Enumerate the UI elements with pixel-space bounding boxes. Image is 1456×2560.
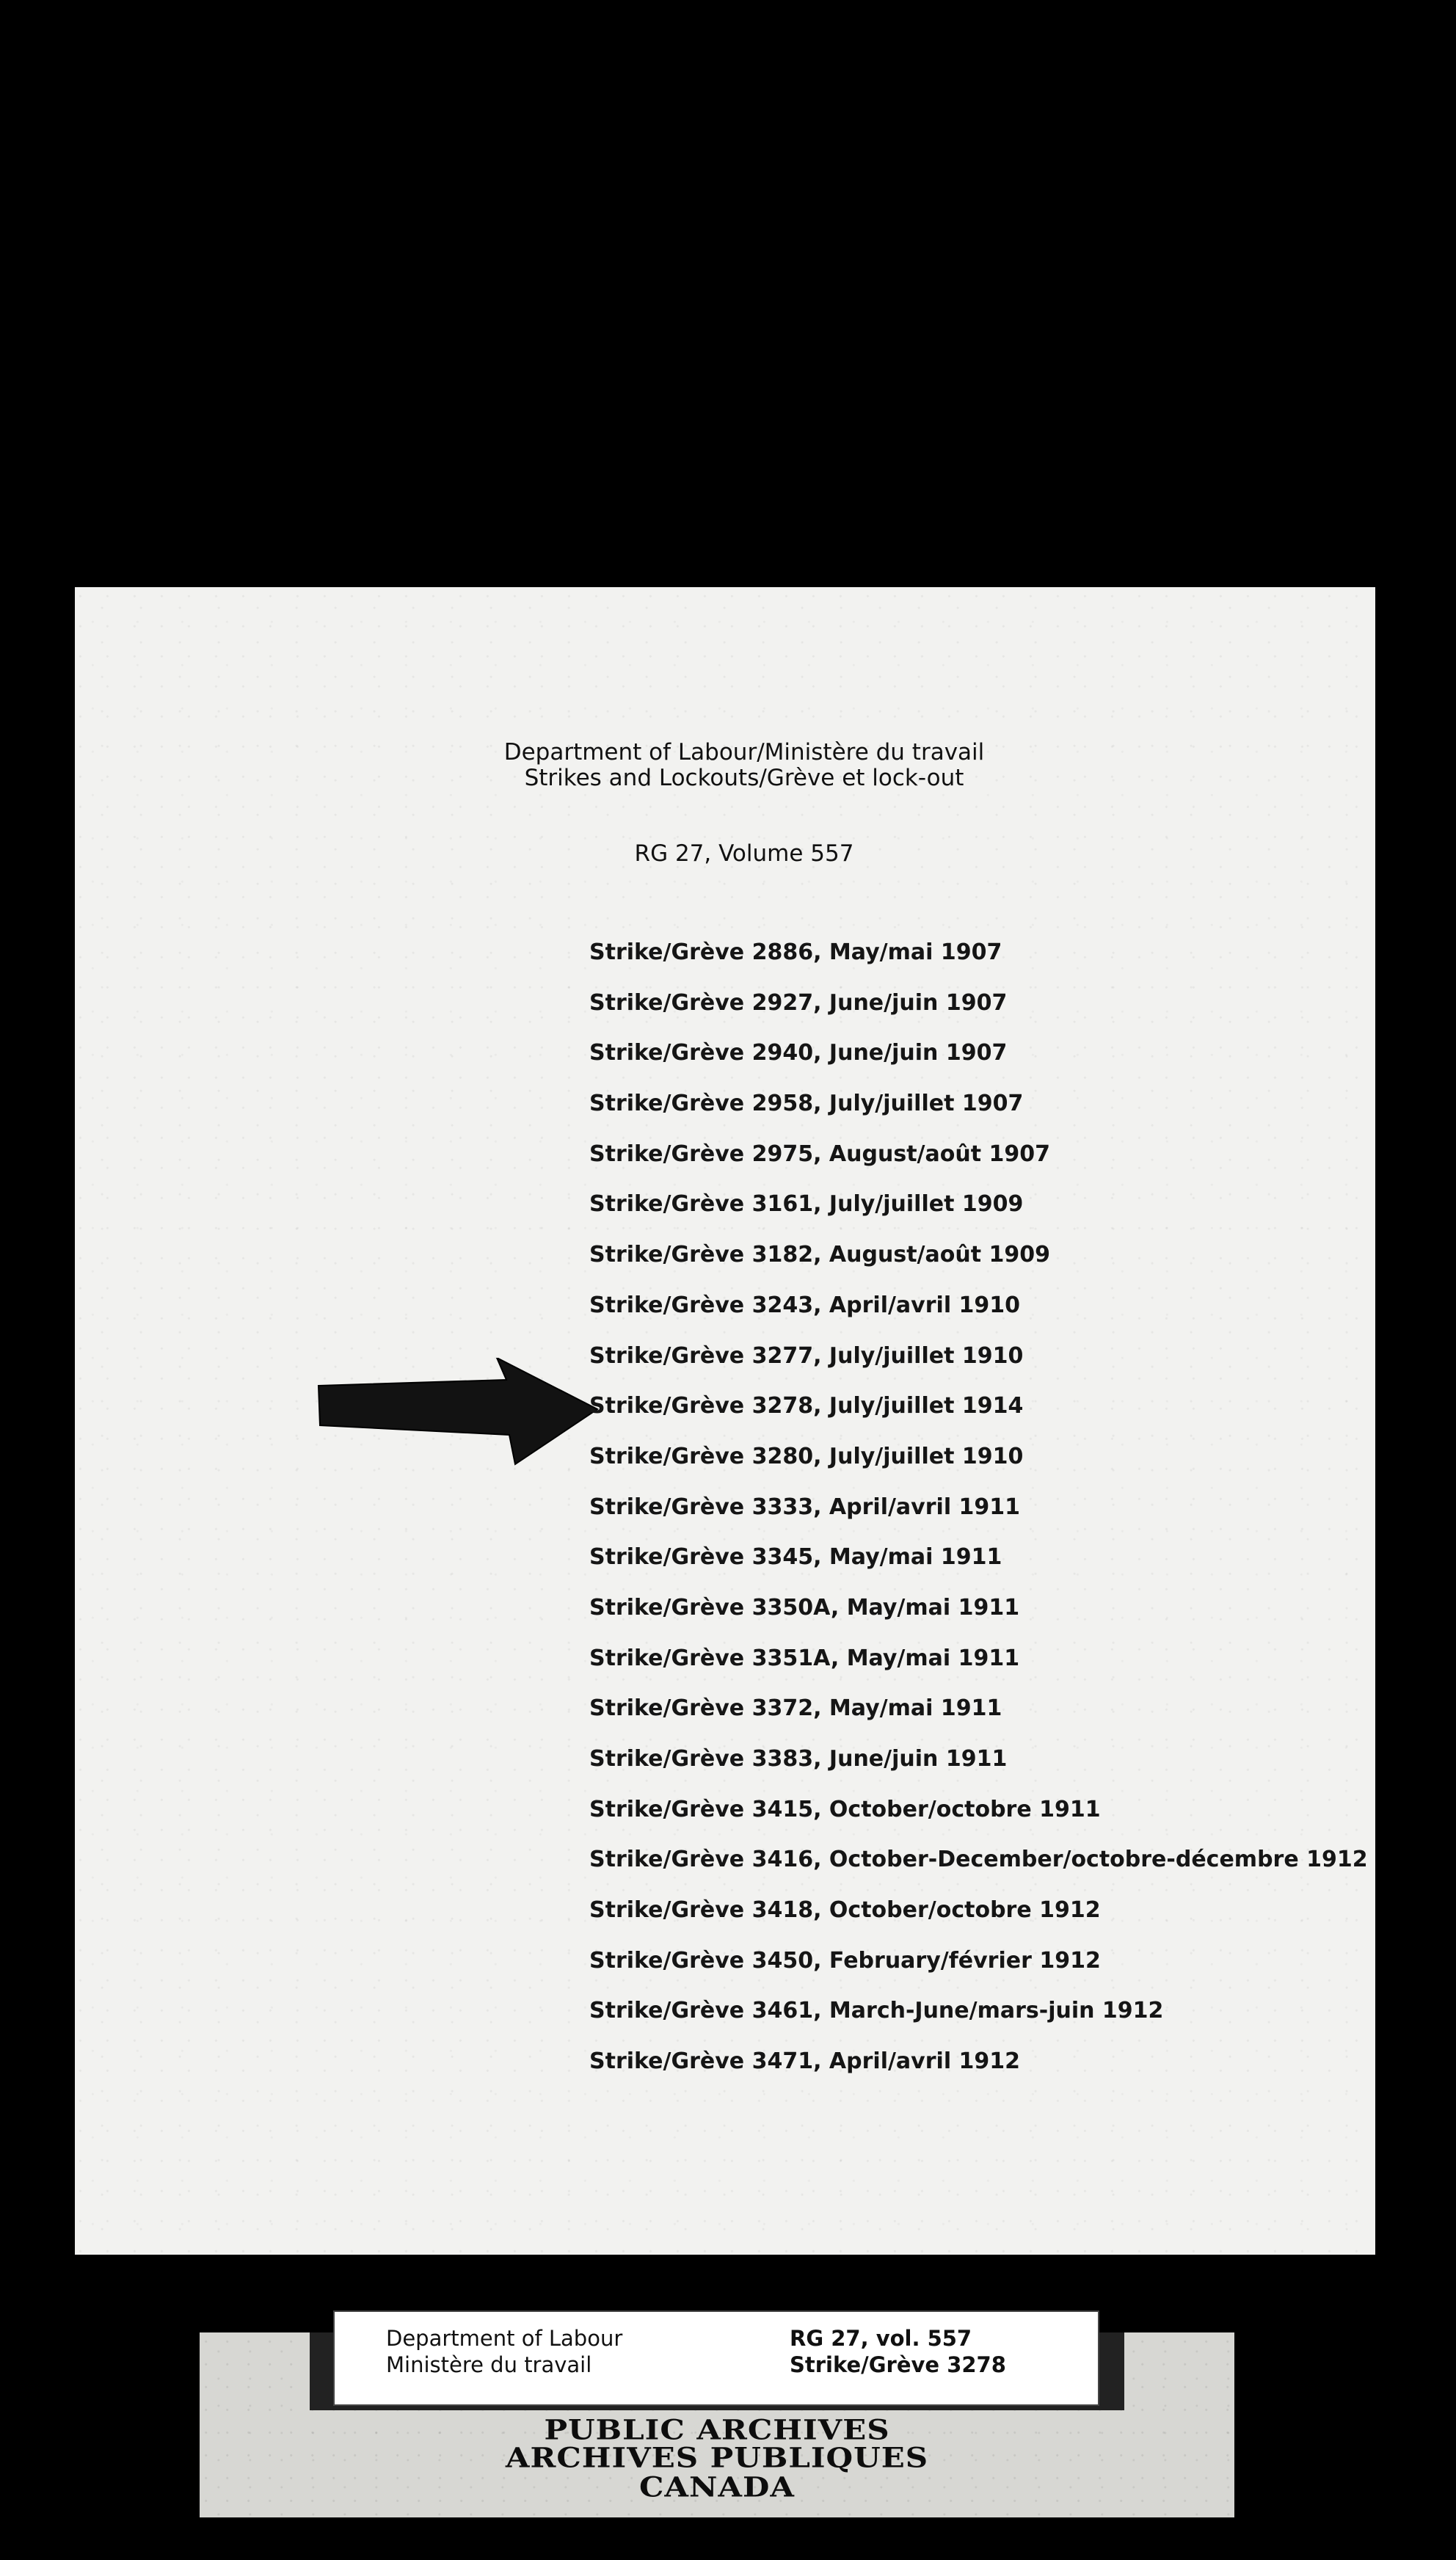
- strike-list: [589, 938, 1368, 2098]
- archive-label-band: [200, 2326, 1234, 2517]
- strike-item: Strike/Grève 3350A, May/mai 1911: [589, 1594, 1020, 1621]
- strike-item: Strike/Grève 3372, May/mai 1911: [589, 1695, 1002, 1722]
- strike-item-highlighted: Strike/Grève 3278, July/juillet 1914: [589, 1393, 1024, 1419]
- label-department-en: Department of Labour: [386, 2326, 623, 2351]
- strike-item: Strike/Grève 3418, October/octobre 1912: [589, 1897, 1101, 1924]
- strike-item: Strike/Grève 3450, February/février 1912: [589, 1947, 1101, 1974]
- arrow-right-icon: [317, 1358, 600, 1468]
- strike-item: Strike/Grève 3461, March-June/mars-juin 1912: [589, 1998, 1164, 2024]
- strike-item: Strike/Grève 2958, July/juillet 1907: [589, 1091, 1024, 1117]
- label-card: [333, 2310, 1099, 2406]
- header-series: Strikes and Lockouts/Grève et lock-out: [524, 765, 964, 791]
- document-page: [75, 587, 1375, 2255]
- strike-item: Strike/Grève 2975, August/août 1907: [589, 1141, 1050, 1167]
- strike-item: Strike/Grève 2927, June/juin 1907: [589, 989, 1008, 1016]
- strike-item: Strike/Grève 3416, October-December/octobre-décembre 1912: [589, 1847, 1368, 1873]
- header-department: Department of Labour/Ministère du travail: [503, 739, 985, 766]
- strike-item: Strike/Grève 3471, April/avril 1912: [589, 2048, 1021, 2075]
- strike-item: Strike/Grève 3277, July/juillet 1910: [589, 1342, 1024, 1369]
- stamp-archives-publiques: ARCHIVES PUBLIQUES: [505, 2441, 929, 2474]
- strike-item: Strike/Grève 3161, July/juillet 1909: [589, 1191, 1024, 1218]
- strike-item: Strike/Grève 3351A, May/mai 1911: [589, 1645, 1020, 1671]
- stamp-canada: CANADA: [638, 2470, 795, 2503]
- strike-item: Strike/Grève 3345, May/mai 1911: [589, 1544, 1002, 1571]
- label-volume: RG 27, vol. 557: [790, 2326, 972, 2351]
- strike-item: Strike/Grève 2940, June/juin 1907: [589, 1040, 1008, 1066]
- stamp-public-archives: PUBLIC ARCHIVES: [544, 2413, 890, 2446]
- label-department-fr: Ministère du travail: [386, 2352, 592, 2377]
- strike-item: Strike/Grève 3182, August/août 1909: [589, 1242, 1050, 1268]
- volume-reference: RG 27, Volume 557: [634, 840, 854, 867]
- label-strike: Strike/Grève 3278: [790, 2352, 1006, 2377]
- strike-item: Strike/Grève 3243, April/avril 1910: [589, 1292, 1021, 1318]
- strike-item: Strike/Grève 2886, May/mai 1907: [589, 939, 1002, 965]
- strike-item: Strike/Grève 3333, April/avril 1911: [589, 1494, 1021, 1520]
- strike-item: Strike/Grève 3415, October/octobre 1911: [589, 1796, 1101, 1822]
- strike-item: Strike/Grève 3383, June/juin 1911: [589, 1746, 1008, 1772]
- strike-item: Strike/Grève 3280, July/juillet 1910: [589, 1443, 1024, 1469]
